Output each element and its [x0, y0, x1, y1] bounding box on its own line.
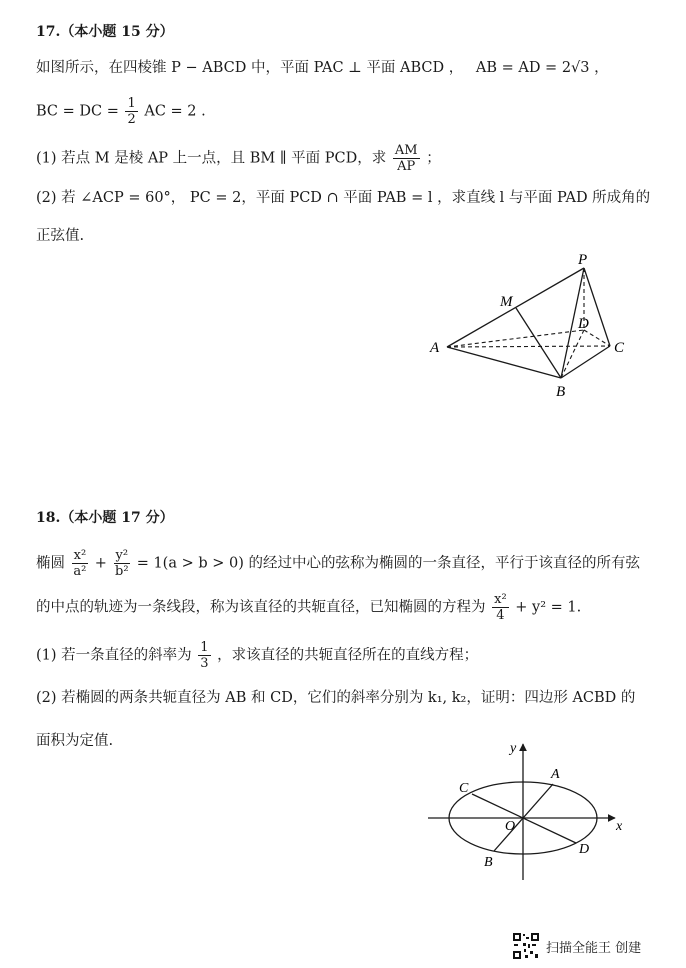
problem-17-intro-c-rhs: AC = 2 . — [144, 103, 206, 120]
fraction-x2-a2 — [72, 548, 89, 579]
label-y: y — [510, 741, 517, 756]
label-M: M — [500, 294, 513, 310]
label-C: C — [459, 781, 469, 796]
label-B: B — [556, 384, 566, 400]
label-C: C — [614, 340, 625, 356]
problem-18-line2-a: 的中点的轨迹为一条线段，称为该直径的共轭直径，已知椭圆的方程为 — [36, 599, 486, 616]
problem-17-heading: 17.（本小题 15 分） — [36, 24, 174, 40]
frac-num: 1 — [200, 640, 209, 655]
fraction-x2-4 — [492, 592, 509, 623]
edge-BC — [561, 346, 610, 378]
problem-17-intro-line2 — [36, 96, 206, 127]
edge-DC-hidden — [584, 330, 610, 346]
fraction-one-third — [198, 640, 210, 671]
qr-code-icon — [512, 932, 540, 960]
problem-17-intro-a: 如图所示，在四棱锥 P − ABCD 中，平面 PAC ⊥ 平面 ABCD ， — [36, 60, 464, 76]
scanner-watermark — [512, 932, 641, 960]
problem-18-line1 — [36, 548, 640, 579]
diameter-CD — [472, 794, 576, 843]
watermark-label: 扫描全能王 创建 — [546, 940, 642, 956]
problem-17-q2-line2: 正弦值. — [36, 228, 85, 244]
ellipse-curve — [449, 782, 597, 854]
edge-PB — [561, 268, 584, 378]
frac-num: AM — [394, 143, 418, 158]
problem-18-q1 — [36, 640, 478, 671]
label-P: P — [578, 252, 588, 268]
problem-18-heading: 18.（本小题 17 分） — [36, 510, 174, 526]
label-O: O — [505, 819, 516, 834]
problem-17-q2-line1: (2) 若 ∠ACP = 60°， PC = 2，平面 PCD ∩ 平面 PAB = l ，求直线 l 与平面 PAD 所成角的 — [36, 190, 651, 206]
frac-den: a² — [73, 564, 87, 579]
problem-17-intro-c-lhs: BC = DC = — [36, 103, 119, 120]
frac-den: AP — [397, 159, 416, 174]
fraction-y2-b2 — [114, 548, 131, 579]
edge-DB-hidden — [561, 330, 584, 378]
problem-18-line2-rest: + y² = 1. — [515, 599, 582, 616]
problem-18-q2-line1: (2) 若椭圆的两条共轭直径为 AB 和 CD，它们的斜率分别为 k₁, k₂，证明：四边形 ACBD 的 — [36, 690, 636, 706]
problem-17-q1-end: ； — [426, 150, 441, 167]
edge-AC-hidden — [447, 346, 610, 347]
fraction-one-half — [125, 96, 137, 127]
label-x: x — [616, 819, 623, 834]
frac-num: x² — [73, 548, 87, 563]
frac-num: x² — [494, 592, 507, 607]
problem-18-line2 — [36, 592, 581, 623]
diameter-AB — [494, 784, 553, 851]
problem-18-q2-line2: 面积为定值. — [36, 733, 114, 749]
edge-AD-hidden — [447, 330, 584, 347]
problem-17-intro-b: AB = AD = 2√3 ， — [475, 60, 609, 76]
problem-17-q1-text: (1) 若点 M 是棱 AP 上一点，且 BM ∥ 平面 PCD，求 — [36, 150, 387, 167]
label-A: A — [430, 340, 440, 356]
frac-num: 1 — [127, 96, 136, 111]
problem-17-intro-line1 — [36, 58, 609, 78]
frac-num: y² — [115, 548, 129, 563]
problem-18-line1-rest: = 1(a > b > 0) 的经过中心的弦称为椭圆的一条直径，平行于该直径的所有弦 — [136, 555, 640, 572]
frac-den: 3 — [200, 656, 209, 671]
edge-PC — [584, 268, 610, 346]
label-A: A — [551, 767, 560, 782]
plus-sign: + — [94, 555, 107, 572]
edge-MB — [516, 308, 561, 378]
problem-17-q1 — [36, 143, 441, 174]
frac-den: 2 — [127, 112, 136, 127]
label-D: D — [579, 842, 590, 857]
edge-AB — [447, 347, 561, 378]
label-B: B — [484, 855, 493, 870]
edge-AP — [447, 268, 584, 347]
frac-den: 4 — [496, 608, 505, 623]
fraction-am-ap — [393, 143, 420, 174]
frac-den: b² — [115, 564, 129, 579]
ellipse-word: 椭圆 — [36, 555, 65, 572]
label-D: D — [578, 316, 589, 332]
problem-18-q1-a: (1) 若一条直径的斜率为 — [36, 647, 192, 664]
problem-18-q1-b: ，求该直径的共轭直径所在的直线方程； — [217, 647, 479, 664]
